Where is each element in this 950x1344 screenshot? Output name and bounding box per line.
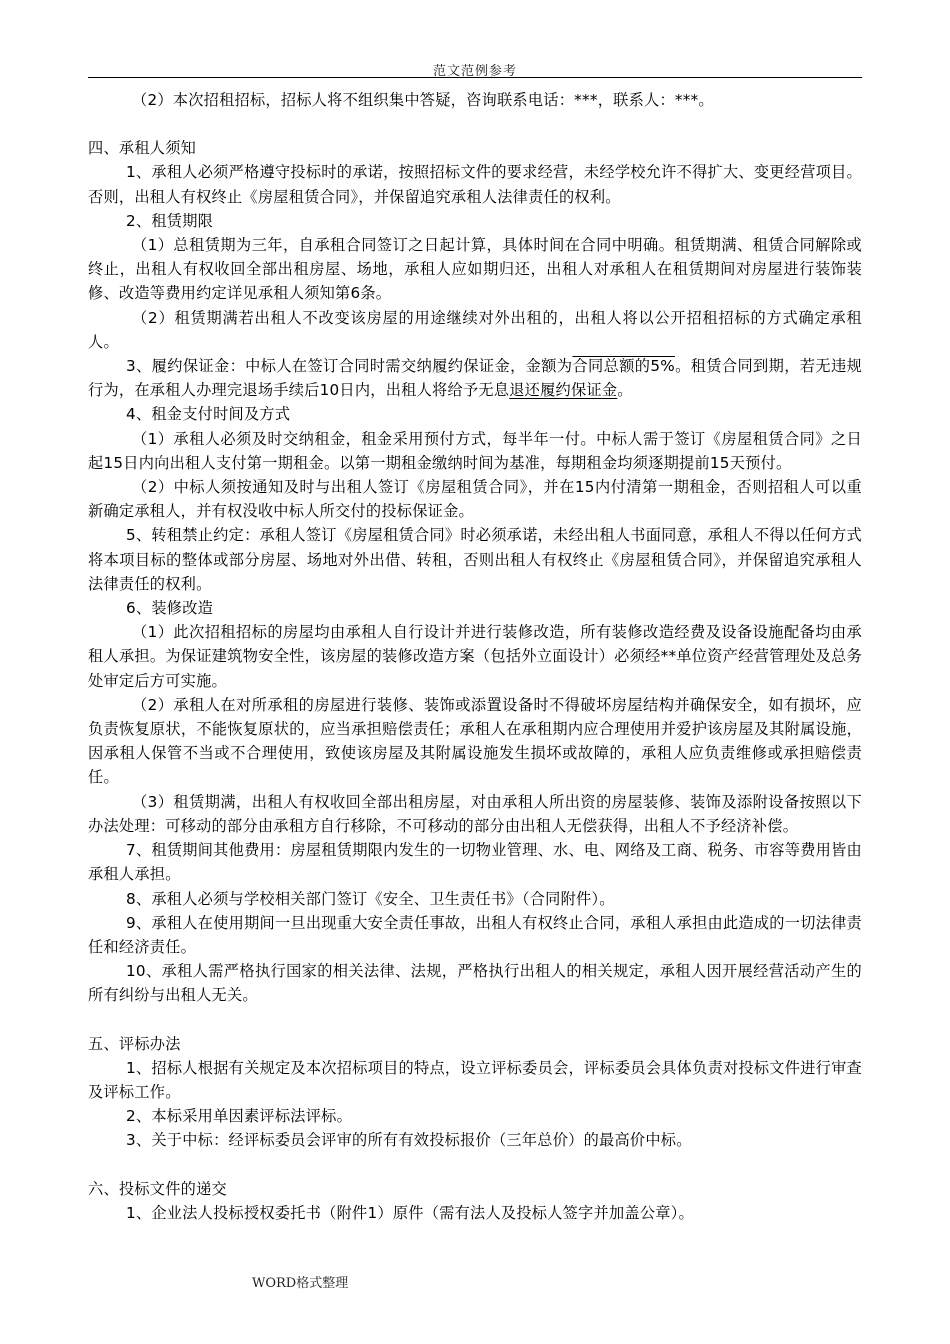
paragraph: 5、转租禁止约定：承租人签订《房屋租赁合同》时必须承诺，未经出租人书面同意，承租人不得以任何方式将本项目标的整体或部分房屋、场地对外出借、转租，否则出租人有权终止《房屋租赁合同》，并保留追究承租人法律责任的权利。 (88, 526, 862, 593)
paragraph: 7、租赁期间其他费用：房屋租赁期限内发生的一切物业管理、水、电、网络及工商、税务、市容等费用皆由承租人承担。 (88, 841, 862, 884)
subheading: 2、租赁期限 (126, 211, 214, 230)
highlighted-text: 合同总额的5% (572, 357, 675, 376)
page-header: 范文范例参考 (432, 64, 517, 79)
subheading: 6、装修改造 (126, 599, 214, 618)
section-heading: 四、承租人须知 (88, 139, 197, 158)
paragraph: （2）承租人在对所承租的房屋进行装修、装饰或添置设备时不得破坏房屋结构并确保安全，如有损坏，应负责恢复原状，不能恢复原状的，应当承担赔偿责任；承租人在承租期内应合理使用并爱护该房屋及其附属设施，因承租人保管不当或不合理使用，致使该房屋及其附属设施发生损坏或故障的，承租人应负责维修或承担赔偿责任。 (88, 695, 862, 787)
paragraph: 1、招标人根据有关规定及本次招标项目的特点，设立评标委员会，评标委员会具体负责对投标文件进行审查及评标工作。 (88, 1058, 862, 1101)
paragraph: （3）租赁期满，出租人有权收回全部出租房屋，对由承租人所出资的房屋装修、装饰及添附设备按照以下办法处理：可移动的部分由承租方自行移除，不可移动的部分由出租人无偿获得，出租人不予经济补偿。 (88, 792, 862, 835)
paragraph: 9、承租人在使用期间一旦出现重大安全责任事故，出租人有权终止合同，承租人承担由此造成的一切法律责任和经济责任。 (88, 913, 862, 956)
paragraph: 2、本标采用单因素评标法评标。 (126, 1107, 353, 1126)
header-rule (88, 77, 862, 78)
text-run: 。 (617, 381, 633, 400)
text-run: 。租赁合同到期，若无违规行为，在承租人办理完退场手续后10日内，出租人将给予无息 (88, 357, 863, 400)
spacer (88, 112, 862, 136)
paragraph: （1）承租人必须及时交纳租金，租金采用预付方式，每半年一付。中标人需于签订《房屋租赁合同》之日起15日内向出租人支付第一期租金。以第一期租金缴纳时间为基准，每期租金均须逐期提前15天预付。 (88, 429, 862, 472)
page-footer: WORD格式整理 (252, 1276, 349, 1291)
text-run: 3、履约保证金：中标人在签订合同时需交纳履约保证金，金额为 (126, 357, 573, 376)
paragraph: （2）中标人须按通知及时与出租人签订《房屋租赁合同》，并在15内付清第一期租金，否则招租人可以重新确定承租人，并有权没收中标人所交付的投标保证金。 (88, 478, 862, 521)
section-heading: 五、评标办法 (88, 1034, 181, 1053)
paragraph: 3、关于中标：经评标委员会评审的所有有效投标报价（三年总价）的最高价中标。 (126, 1131, 692, 1150)
spacer (88, 1008, 862, 1032)
spacer (88, 1153, 862, 1177)
document-body (88, 88, 862, 1225)
paragraph: （2）本次招租招标，招标人将不组织集中答疑，咨询联系电话：***，联系人：***。 (132, 91, 714, 109)
underlined-text: 退还履约保证金 (509, 381, 618, 400)
paragraph: （2）租赁期满若出租人不改变该房屋的用途继续对外出租的，出租人将以公开招租招标的方式确定承租人。 (88, 308, 862, 351)
subheading: 4、租金支付时间及方式 (126, 405, 291, 424)
paragraph: 8、承租人必须与学校相关部门签订《安全、卫生责任书》（合同附件）。 (126, 889, 615, 908)
paragraph (88, 354, 862, 402)
paragraph: 1、承租人必须严格遵守投标时的承诺，按照招标文件的要求经营，未经学校允许不得扩大、变更经营项目。否则，出租人有权终止《房屋租赁合同》，并保留追究承租人法律责任的权利。 (88, 163, 862, 206)
paragraph: （1）总租赁期为三年，自承租合同签订之日起计算，具体时间在合同中明确。租赁期满、租赁合同解除或终止，出租人有权收回全部出租房屋、场地，承租人应如期归还，出租人对承租人在租赁期间对房屋进行装饰装修、改造等费用约定详见承租人须知第6条。 (88, 236, 862, 303)
section-heading: 六、投标文件的递交 (88, 1179, 227, 1198)
paragraph: 1、企业法人投标授权委托书（附件1）原件（需有法人及投标人签字并加盖公章）。 (126, 1203, 694, 1222)
paragraph: （1）此次招租招标的房屋均由承租人自行设计并进行装修改造，所有装修改造经费及设备设施配备均由承租人承担。为保证建筑物安全性，该房屋的装修改造方案（包括外立面设计）必须经**单位资产经营管理处及总务处审定后方可实施。 (88, 623, 862, 690)
paragraph: 10、承租人需严格执行国家的相关法律、法规，严格执行出租人的相关规定，承租人因开展经营活动产生的所有纠纷与出租人无关。 (88, 962, 862, 1005)
